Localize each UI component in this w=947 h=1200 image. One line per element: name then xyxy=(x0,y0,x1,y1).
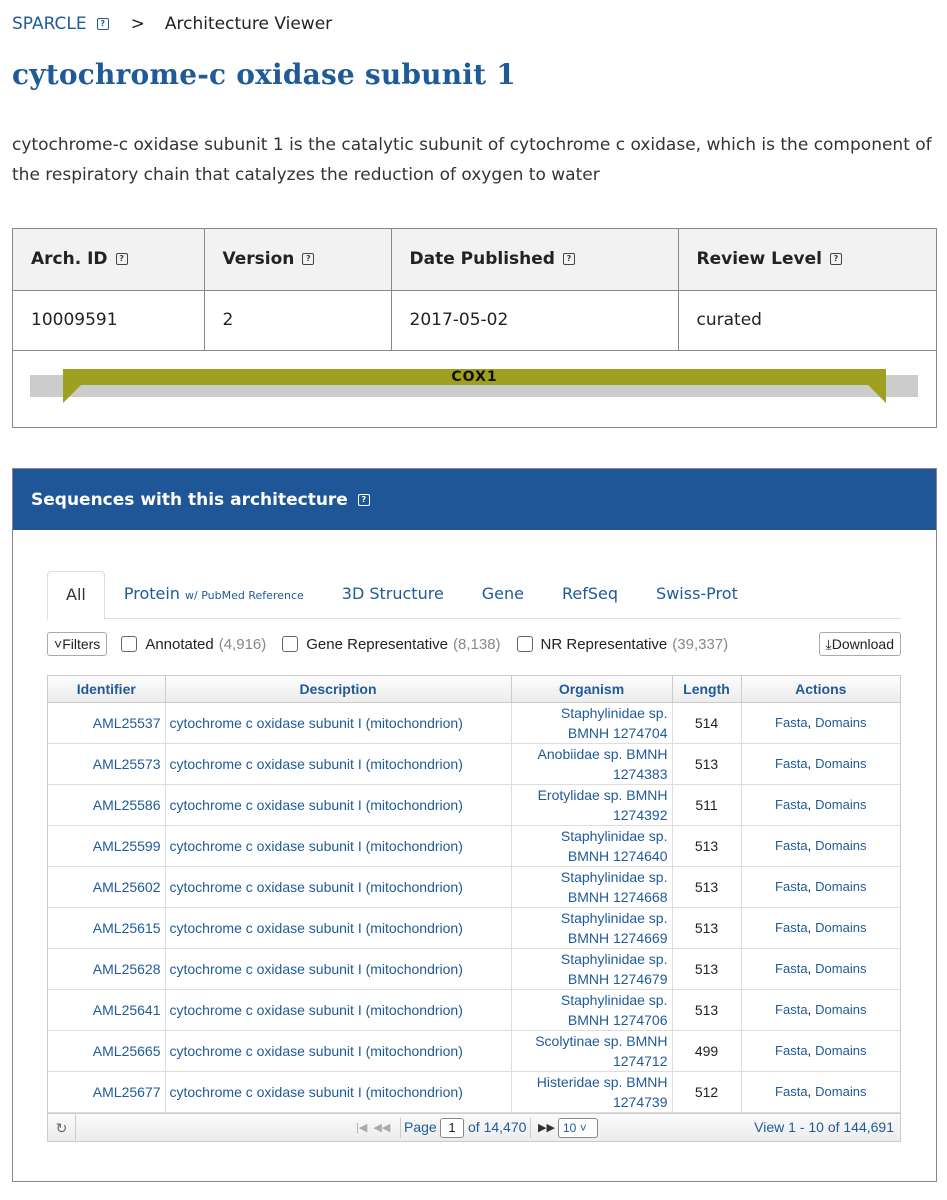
page-title: cytochrome-c oxidase subunit 1 xyxy=(12,58,516,91)
filters-button[interactable]: ˅Filters xyxy=(47,632,107,656)
domains-link[interactable]: Domains xyxy=(815,1043,867,1058)
fasta-link[interactable]: Fasta xyxy=(775,1084,808,1099)
download-button[interactable]: ⤓Download xyxy=(819,632,901,656)
domains-link[interactable]: Domains xyxy=(815,1084,867,1099)
description-link[interactable]: cytochrome c oxidase subunit I (mitochondrion) xyxy=(165,1030,511,1071)
column-description[interactable]: Description xyxy=(165,676,511,702)
breadcrumb-separator: > xyxy=(130,14,145,34)
domain-cox1[interactable]: COX1 xyxy=(63,369,886,385)
date-published-value: 2017-05-02 xyxy=(391,290,678,350)
domains-link[interactable]: Domains xyxy=(815,879,867,894)
actions-cell xyxy=(741,866,900,907)
description-link[interactable]: cytochrome c oxidase subunit I (mitochondrion) xyxy=(165,702,511,743)
records-count-label: View 1 - 10 of 144,691 xyxy=(754,1119,894,1135)
length-value: 514 xyxy=(672,702,741,743)
grid-header-row xyxy=(48,676,900,702)
actions-cell xyxy=(741,989,900,1030)
chevron-down-icon: ˅ xyxy=(54,636,63,652)
description-link[interactable]: cytochrome c oxidase subunit I (mitochondrion) xyxy=(165,866,511,907)
sequences-header-title: Sequences with this architecture xyxy=(31,489,348,510)
review-level-header: Review Level ? xyxy=(678,229,936,290)
domains-link[interactable]: Domains xyxy=(815,920,867,935)
table-row xyxy=(48,702,900,743)
action-separator: , xyxy=(807,1002,812,1017)
arch-id-value: 10009591 xyxy=(13,290,204,350)
column-length[interactable]: Length xyxy=(672,676,741,702)
organism-link[interactable]: Staphylinidae sp. BMNH 1274640 xyxy=(511,825,672,866)
table-row xyxy=(48,1071,900,1112)
tab-3d-structure[interactable]: 3D Structure xyxy=(341,584,444,603)
fasta-link[interactable]: Fasta xyxy=(775,1002,808,1017)
identifier-link[interactable]: AML25586 xyxy=(48,784,165,825)
action-separator: , xyxy=(807,715,812,730)
nr-representative-checkbox[interactable] xyxy=(517,636,533,652)
table-row xyxy=(48,825,900,866)
rows-per-page-select[interactable]: 10 ˅ xyxy=(558,1118,598,1138)
length-value: 513 xyxy=(672,866,741,907)
description-link[interactable]: cytochrome c oxidase subunit I (mitochondrion) xyxy=(165,743,511,784)
table-row xyxy=(48,784,900,825)
version-value: 2 xyxy=(204,290,391,350)
actions-cell xyxy=(741,948,900,989)
length-value: 499 xyxy=(672,1030,741,1071)
identifier-link[interactable]: AML25599 xyxy=(48,825,165,866)
tab-swiss-prot[interactable]: Swiss-Prot xyxy=(656,584,738,603)
fasta-link[interactable]: Fasta xyxy=(775,961,808,976)
actions-cell xyxy=(741,743,900,784)
fasta-link[interactable]: Fasta xyxy=(775,756,808,771)
domains-link[interactable]: Domains xyxy=(815,1002,867,1017)
organism-link[interactable]: Staphylinidae sp. BMNH 1274669 xyxy=(511,907,672,948)
table-row xyxy=(48,989,900,1030)
help-icon[interactable]: ? xyxy=(830,253,842,265)
organism-link[interactable]: Scolytinae sp. BMNH 1274712 xyxy=(511,1030,672,1071)
domains-link[interactable]: Domains xyxy=(815,756,867,771)
sequences-panel xyxy=(12,468,937,1182)
action-separator: , xyxy=(807,756,812,771)
identifier-link[interactable]: AML25602 xyxy=(48,866,165,907)
first-page-icon: |◀ ◀◀ xyxy=(356,1121,391,1134)
identifier-link[interactable]: AML25641 xyxy=(48,989,165,1030)
domain-flag-right xyxy=(868,385,886,403)
table-row xyxy=(48,1030,900,1071)
length-value: 513 xyxy=(672,989,741,1030)
action-separator: , xyxy=(807,1084,812,1099)
tab-gene[interactable]: Gene xyxy=(481,584,525,603)
breadcrumb-root-link[interactable]: SPARCLE xyxy=(12,14,87,34)
action-separator: , xyxy=(807,838,812,853)
column-organism[interactable]: Organism xyxy=(511,676,672,702)
pager-divider xyxy=(400,1118,401,1138)
refresh-icon[interactable]: ↻ xyxy=(48,1114,76,1141)
actions-cell xyxy=(741,907,900,948)
sequences-grid xyxy=(47,675,901,1142)
organism-link[interactable]: Staphylinidae sp. BMNH 1274668 xyxy=(511,866,672,907)
next-page-icon[interactable]: ▶▶ xyxy=(538,1121,555,1134)
identifier-link[interactable]: AML25677 xyxy=(48,1071,165,1112)
pager-divider xyxy=(530,1118,531,1138)
action-separator: , xyxy=(807,1043,812,1058)
table-row xyxy=(48,743,900,784)
table-row xyxy=(48,866,900,907)
identifier-link[interactable]: AML25665 xyxy=(48,1030,165,1071)
domains-link[interactable]: Domains xyxy=(815,797,867,812)
identifier-link[interactable]: AML25573 xyxy=(48,743,165,784)
organism-link[interactable]: Histeridae sp. BMNH 1274739 xyxy=(511,1071,672,1112)
fasta-link[interactable]: Fasta xyxy=(775,838,808,853)
page-number-input[interactable]: 1 xyxy=(440,1118,464,1138)
help-icon[interactable]: ? xyxy=(97,18,109,30)
help-icon[interactable]: ? xyxy=(563,253,575,265)
fasta-link[interactable]: Fasta xyxy=(775,1043,808,1058)
fasta-link[interactable]: Fasta xyxy=(775,879,808,894)
date-published-header: Date Published ? xyxy=(391,229,678,290)
organism-link[interactable]: Staphylinidae sp. BMNH 1274706 xyxy=(511,989,672,1030)
action-separator: , xyxy=(807,920,812,935)
filter-row xyxy=(47,631,901,657)
architecture-description: cytochrome-c oxidase subunit 1 is the catalytic subunit of cytochrome c oxidase, which is the component of the respiratory chain that catalyzes the reduction of oxygen to water xyxy=(12,135,932,185)
action-separator: , xyxy=(807,879,812,894)
sequence-tabs xyxy=(47,571,901,619)
grid-body xyxy=(48,702,900,1112)
action-separator: , xyxy=(807,961,812,976)
gene-representative-checkbox[interactable] xyxy=(282,636,298,652)
table-row xyxy=(48,948,900,989)
architecture-table xyxy=(13,229,936,351)
page-label: Page xyxy=(404,1119,437,1135)
actions-cell xyxy=(741,825,900,866)
architecture-diagram xyxy=(13,351,936,429)
identifier-link[interactable]: AML25615 xyxy=(48,907,165,948)
breadcrumb-current: Architecture Viewer xyxy=(164,14,333,34)
fasta-link[interactable]: Fasta xyxy=(775,920,808,935)
actions-cell xyxy=(741,702,900,743)
domains-link[interactable]: Domains xyxy=(815,838,867,853)
chevron-down-icon: ˅ xyxy=(579,1120,587,1135)
nr-representative-filter[interactable]: NR Representative (39,337) xyxy=(517,636,729,653)
review-level-value: curated xyxy=(678,290,936,350)
description-link[interactable]: cytochrome c oxidase subunit I (mitochondrion) xyxy=(165,907,511,948)
length-value: 511 xyxy=(672,784,741,825)
download-icon: ⤓ xyxy=(825,636,832,652)
help-icon[interactable]: ? xyxy=(358,494,370,506)
identifier-link[interactable]: AML25628 xyxy=(48,948,165,989)
tab-refseq[interactable]: RefSeq xyxy=(562,584,619,603)
action-separator: , xyxy=(807,797,812,812)
description-link[interactable]: cytochrome c oxidase subunit I (mitochondrion) xyxy=(165,825,511,866)
length-value: 513 xyxy=(672,907,741,948)
help-icon[interactable]: ? xyxy=(302,253,314,265)
annotated-filter[interactable]: Annotated (4,916) xyxy=(121,636,266,653)
annotated-checkbox[interactable] xyxy=(121,636,137,652)
description-link[interactable]: cytochrome c oxidase subunit I (mitochondrion) xyxy=(165,948,511,989)
actions-cell xyxy=(741,1071,900,1112)
tab-all[interactable]: All xyxy=(47,571,105,620)
description-link[interactable]: cytochrome c oxidase subunit I (mitochondrion) xyxy=(165,989,511,1030)
organism-link[interactable]: Anobiidae sp. BMNH 1274383 xyxy=(511,743,672,784)
fasta-link[interactable]: Fasta xyxy=(775,715,808,730)
description-link[interactable]: cytochrome c oxidase subunit I (mitochondrion) xyxy=(165,1071,511,1112)
architecture-summary xyxy=(12,228,937,428)
organism-link[interactable]: Erotylidae sp. BMNH 1274392 xyxy=(511,784,672,825)
actions-cell xyxy=(741,1030,900,1071)
organism-link[interactable]: Staphylinidae sp. BMNH 1274704 xyxy=(511,702,672,743)
organism-link[interactable]: Staphylinidae sp. BMNH 1274679 xyxy=(511,948,672,989)
column-actions: Actions xyxy=(741,676,900,702)
domains-link[interactable]: Domains xyxy=(815,715,867,730)
gene-representative-filter[interactable]: Gene Representative (8,138) xyxy=(282,636,500,653)
sequences-header xyxy=(13,469,936,530)
length-value: 513 xyxy=(672,825,741,866)
description-link[interactable]: cytochrome c oxidase subunit I (mitochondrion) xyxy=(165,784,511,825)
version-header: Version ? xyxy=(204,229,391,290)
page-count-label: of 14,470 xyxy=(468,1119,527,1135)
help-icon[interactable]: ? xyxy=(116,253,128,265)
actions-cell xyxy=(741,784,900,825)
identifier-link[interactable]: AML25537 xyxy=(48,702,165,743)
column-identifier[interactable]: Identifier xyxy=(48,676,165,702)
domain-flag-left xyxy=(63,385,81,403)
pager xyxy=(48,1113,900,1141)
tab-protein[interactable]: Protein w/ PubMed Reference xyxy=(123,584,304,603)
length-value: 512 xyxy=(672,1071,741,1112)
fasta-link[interactable]: Fasta xyxy=(775,797,808,812)
table-row xyxy=(48,907,900,948)
breadcrumb xyxy=(12,14,332,34)
length-value: 513 xyxy=(672,948,741,989)
length-value: 513 xyxy=(672,743,741,784)
domains-link[interactable]: Domains xyxy=(815,961,867,976)
arch-id-header: Arch. ID ? xyxy=(13,229,204,290)
